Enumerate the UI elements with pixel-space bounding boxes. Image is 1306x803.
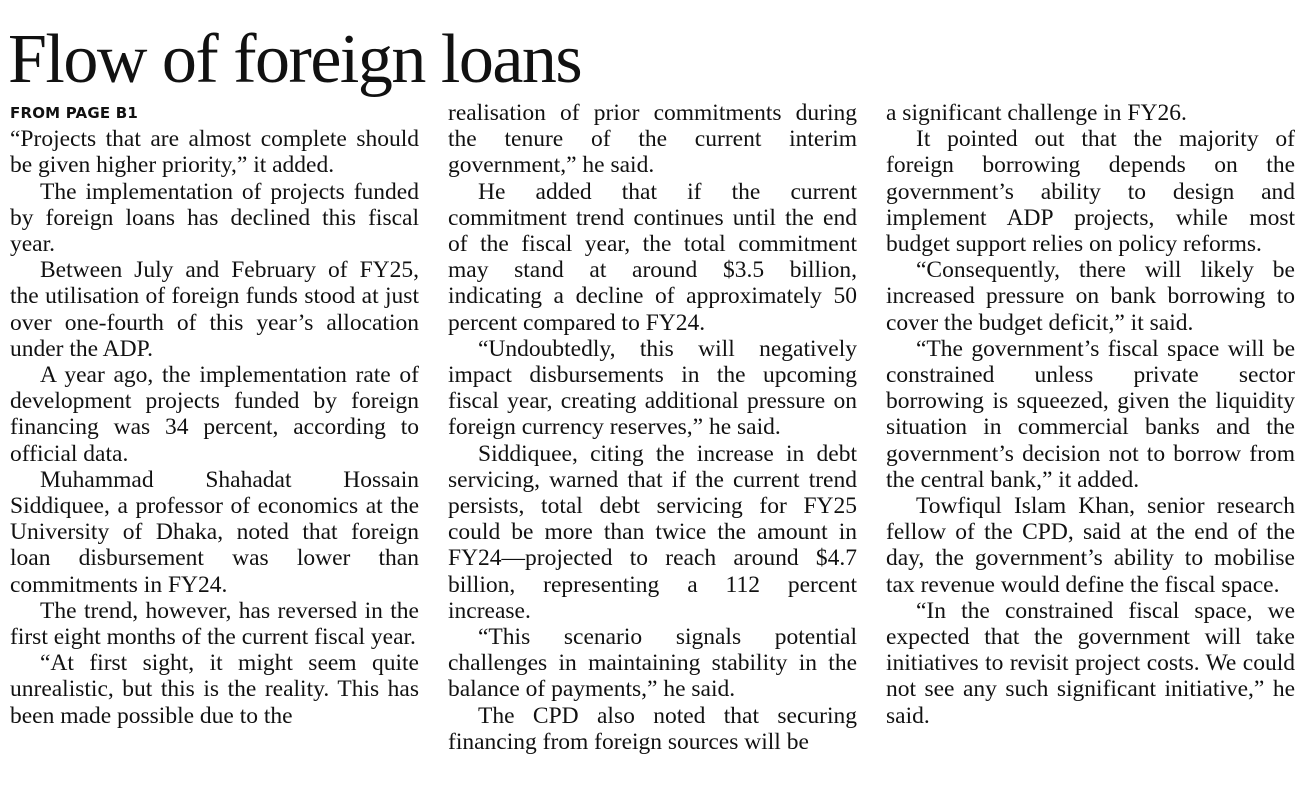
paragraph: Muhammad Shahadat Hossain Siddiquee, a professor of economics at the University of Dhaka, noted that foreign loan disbursement was lower than commitments in FY24. — [10, 466, 419, 598]
paragraph: “Consequently, there will likely be increased pressure on bank borrowing to cover the budget deficit,” it said. — [886, 257, 1295, 336]
headline: Flow of foreign loans — [8, 21, 582, 98]
paragraph: a significant challenge in FY26. — [886, 100, 1187, 126]
paragraph: He added that if the current commitment trend continues until the end of the fiscal year, the total commitment may stand at around $3.5 billion, indicating a decline of approximately 50 percent compared to FY24. — [448, 178, 857, 336]
paragraph: “In the constrained fiscal space, we expected that the government will take initiatives to revisit project costs. We could not see any such significant initiative,” he said. — [886, 597, 1295, 729]
column-1 — [10, 100, 419, 795]
column-3 — [886, 100, 1295, 795]
paragraph: “The government’s fiscal space will be constrained unless private sector borrowing is squeezed, given the liquidity situation in commercial banks and the government’s decision not to borrow from the central bank,” it added. — [886, 335, 1295, 493]
paragraph: It pointed out that the majority of foreign borrowing depends on the government’s ability to design and implement ADP projects, while most budget support relies on policy reforms. — [886, 126, 1295, 258]
paragraph: Between July and February of FY25, the utilisation of foreign funds stood at just over one-fourth of this year’s allocation under the ADP. — [10, 257, 419, 362]
paragraph: “Undoubtedly, this will negatively impact disbursements in the upcoming fiscal year, creating additional pressure on foreign currency reserves,” he said. — [448, 335, 857, 441]
paragraph: The CPD also noted that securing financing from foreign sources will be — [448, 702, 857, 755]
column-2 — [448, 100, 857, 795]
paragraph: The trend, however, has reversed in the first eight months of the current fiscal year. — [10, 597, 419, 651]
paragraph: “Projects that are almost complete should be given higher priority,” it added. — [10, 126, 419, 179]
paragraph: A year ago, the implementation rate of development projects funded by foreign financing was 34 percent, according to official data. — [10, 362, 419, 467]
paragraph: “This scenario signals potential challenges in maintaining stability in the balance of payments,” he said. — [448, 624, 857, 703]
paragraph: The implementation of projects funded by foreign loans has declined this fiscal year. — [10, 178, 419, 258]
paragraph: realisation of prior commitments during the tenure of the current interim government,” he said. — [448, 100, 857, 179]
paragraph: Siddiquee, citing the increase in debt servicing, warned that if the current trend persists, total debt servicing for FY25 could be more than twice the amount in FY24—projected to reach around $4.7 billion, representing a 112 percent increase. — [448, 440, 857, 624]
continued-from-label: FROM PAGE B1 — [10, 104, 138, 122]
paragraph: “At first sight, it might seem quite unrealistic, but this is the reality. This has been made possible due to the — [10, 650, 419, 729]
paragraph: Towfiqul Islam Khan, senior research fellow of the CPD, said at the end of the day, the government’s ability to mobilise tax revenue would define the fiscal space. — [886, 493, 1295, 598]
